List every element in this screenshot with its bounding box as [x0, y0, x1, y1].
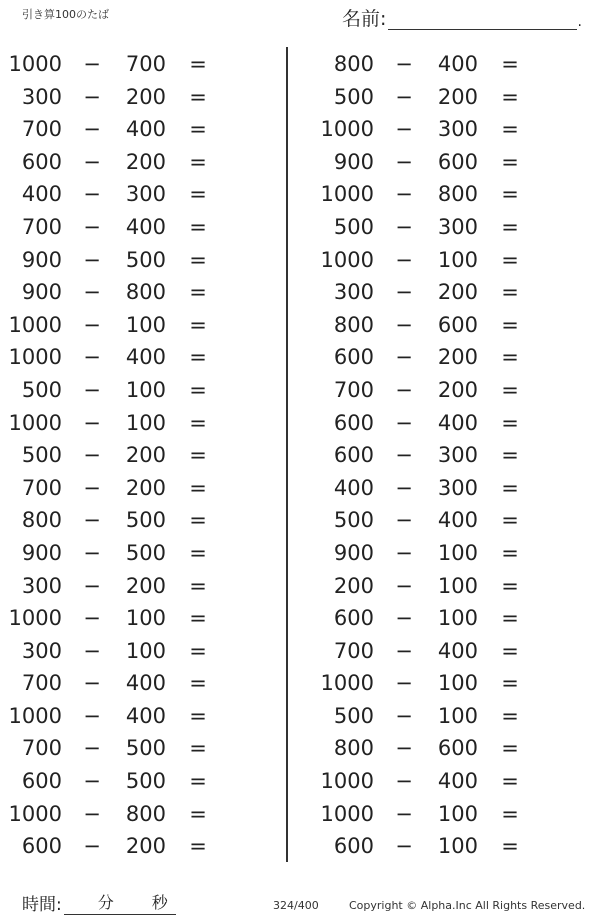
minus-sign: − — [83, 247, 101, 272]
minuend: 700 — [21, 117, 62, 142]
problem-row — [312, 407, 592, 440]
minus-sign: − — [83, 801, 101, 826]
problem-row — [312, 700, 592, 733]
minuend: 300 — [21, 573, 62, 598]
minuend: 900 — [21, 540, 62, 565]
problem-row — [0, 178, 280, 211]
minus-sign: − — [395, 703, 413, 728]
minuend: 600 — [21, 834, 62, 859]
problem-row — [0, 472, 280, 505]
minuend: 700 — [21, 475, 62, 500]
minus-sign: − — [395, 312, 413, 337]
problem-row — [312, 602, 592, 635]
equals-sign: = — [189, 280, 207, 305]
subtrahend: 100 — [125, 638, 166, 663]
problem-row — [0, 113, 280, 146]
subtrahend: 200 — [125, 443, 166, 468]
subtrahend: 200 — [437, 84, 478, 109]
equals-sign: = — [501, 149, 519, 174]
minus-sign: − — [395, 149, 413, 174]
equals-sign: = — [189, 312, 207, 337]
minuend: 1000 — [320, 182, 374, 207]
equals-sign: = — [189, 247, 207, 272]
problem-row — [312, 178, 592, 211]
minus-sign: − — [395, 52, 413, 76]
minuend: 900 — [333, 540, 374, 565]
minuend: 1000 — [320, 117, 374, 142]
minuend: 300 — [21, 84, 62, 109]
equals-sign: = — [189, 117, 207, 142]
minus-sign: − — [83, 377, 101, 402]
equals-sign: = — [501, 214, 519, 239]
minuend: 1000 — [320, 247, 374, 272]
minus-sign: − — [83, 703, 101, 728]
subtrahend: 200 — [437, 345, 478, 370]
minus-sign: − — [395, 377, 413, 402]
subtrahend: 300 — [437, 117, 478, 142]
minus-sign: − — [83, 508, 101, 533]
minus-sign: − — [83, 52, 101, 76]
equals-sign: = — [189, 703, 207, 728]
minuend: 900 — [333, 149, 374, 174]
minus-sign: − — [395, 573, 413, 598]
minuend: 400 — [333, 475, 374, 500]
subtrahend: 400 — [437, 52, 478, 76]
minus-sign: − — [83, 345, 101, 370]
equals-sign: = — [501, 769, 519, 794]
minuend: 600 — [333, 345, 374, 370]
minus-sign: − — [83, 769, 101, 794]
equals-sign: = — [189, 345, 207, 370]
minus-sign: − — [83, 540, 101, 565]
minuend: 600 — [21, 149, 62, 174]
equals-sign: = — [501, 573, 519, 598]
minuend: 400 — [21, 182, 62, 207]
problem-row — [312, 830, 592, 863]
equals-sign: = — [189, 475, 207, 500]
minuend: 700 — [21, 214, 62, 239]
minuend: 600 — [333, 410, 374, 435]
problem-row — [0, 570, 280, 603]
subtrahend: 500 — [125, 508, 166, 533]
problem-row — [0, 602, 280, 635]
minuend: 200 — [333, 573, 374, 598]
copyright-notice: Copyright © Alpha.Inc All Rights Reserved. — [349, 899, 586, 912]
minuend: 300 — [333, 280, 374, 305]
subtrahend: 700 — [125, 52, 166, 76]
minus-sign: − — [83, 410, 101, 435]
minus-sign: − — [83, 214, 101, 239]
problem-row — [0, 81, 280, 114]
problem-row — [0, 798, 280, 831]
subtrahend: 200 — [125, 834, 166, 859]
minus-sign: − — [395, 280, 413, 305]
subtrahend: 100 — [437, 573, 478, 598]
equals-sign: = — [501, 736, 519, 761]
equals-sign: = — [189, 84, 207, 109]
minus-sign: − — [83, 834, 101, 859]
problem-row — [312, 374, 592, 407]
minuend: 1000 — [8, 345, 62, 370]
subtrahend: 800 — [125, 280, 166, 305]
minuend: 700 — [333, 377, 374, 402]
subtrahend: 400 — [437, 410, 478, 435]
minus-sign: − — [395, 84, 413, 109]
minus-sign: − — [395, 475, 413, 500]
minuend: 900 — [21, 247, 62, 272]
subtrahend: 100 — [125, 377, 166, 402]
problem-row — [0, 407, 280, 440]
equals-sign: = — [189, 508, 207, 533]
minuend: 1000 — [8, 606, 62, 631]
subtrahend: 300 — [437, 443, 478, 468]
problem-row — [0, 211, 280, 244]
subtrahend: 500 — [125, 540, 166, 565]
minus-sign: − — [83, 475, 101, 500]
equals-sign: = — [189, 443, 207, 468]
minuend: 600 — [21, 769, 62, 794]
minus-sign: − — [395, 182, 413, 207]
equals-sign: = — [501, 443, 519, 468]
equals-sign: = — [501, 834, 519, 859]
problem-row — [0, 276, 280, 309]
minus-sign: − — [83, 312, 101, 337]
minuend: 600 — [333, 443, 374, 468]
minuend: 700 — [333, 638, 374, 663]
problem-row — [312, 798, 592, 831]
equals-sign: = — [501, 475, 519, 500]
equals-sign: = — [501, 345, 519, 370]
problem-row — [312, 667, 592, 700]
equals-sign: = — [501, 182, 519, 207]
equals-sign: = — [189, 377, 207, 402]
minuend: 500 — [333, 508, 374, 533]
minuend: 700 — [21, 671, 62, 696]
minus-sign: − — [83, 280, 101, 305]
minus-sign: − — [83, 117, 101, 142]
time-blank-line[interactable] — [64, 892, 176, 915]
problem-row — [312, 341, 592, 374]
equals-sign: = — [189, 801, 207, 826]
minuend: 300 — [21, 638, 62, 663]
minuend: 1000 — [8, 801, 62, 826]
problem-row — [0, 48, 280, 81]
problem-row — [0, 537, 280, 570]
equals-sign: = — [501, 703, 519, 728]
problem-row — [312, 439, 592, 472]
subtrahend: 500 — [125, 736, 166, 761]
problem-row — [312, 504, 592, 537]
equals-sign: = — [189, 736, 207, 761]
subtrahend: 100 — [437, 703, 478, 728]
problem-row — [0, 667, 280, 700]
subtrahend: 200 — [437, 377, 478, 402]
problem-row — [312, 276, 592, 309]
subtrahend: 400 — [125, 345, 166, 370]
problem-row — [312, 81, 592, 114]
minus-sign: − — [395, 606, 413, 631]
minus-sign: − — [83, 638, 101, 663]
minus-sign: − — [395, 410, 413, 435]
minus-sign: − — [83, 182, 101, 207]
minus-sign: − — [83, 573, 101, 598]
minus-sign: − — [83, 149, 101, 174]
equals-sign: = — [501, 508, 519, 533]
problem-row — [0, 309, 280, 342]
minus-sign: − — [83, 606, 101, 631]
problem-row — [0, 504, 280, 537]
subtrahend: 500 — [125, 247, 166, 272]
subtrahend: 200 — [125, 84, 166, 109]
problem-row — [0, 830, 280, 863]
equals-sign: = — [501, 117, 519, 142]
minus-sign: − — [395, 736, 413, 761]
minuend: 1000 — [320, 769, 374, 794]
subtrahend: 800 — [437, 182, 478, 207]
subtrahend: 600 — [437, 312, 478, 337]
problem-row — [312, 570, 592, 603]
minus-sign: − — [395, 638, 413, 663]
equals-sign: = — [189, 52, 207, 76]
subtrahend: 100 — [437, 834, 478, 859]
minuend: 500 — [333, 703, 374, 728]
subtrahend: 400 — [125, 214, 166, 239]
time-field — [22, 890, 176, 915]
subtrahend: 400 — [125, 117, 166, 142]
minus-sign: − — [395, 769, 413, 794]
equals-sign: = — [501, 247, 519, 272]
equals-sign: = — [501, 52, 519, 76]
problem-row — [0, 146, 280, 179]
equals-sign: = — [189, 214, 207, 239]
name-end-dot: . — [577, 14, 582, 30]
problem-row — [312, 48, 592, 81]
problem-row — [312, 537, 592, 570]
minutes-label: 分 — [97, 893, 114, 912]
subtrahend: 400 — [437, 508, 478, 533]
subtrahend: 100 — [125, 410, 166, 435]
subtrahend: 100 — [437, 606, 478, 631]
minuend: 600 — [333, 834, 374, 859]
minuend: 1000 — [8, 52, 62, 76]
subtrahend: 100 — [437, 801, 478, 826]
minuend: 600 — [333, 606, 374, 631]
problem-row — [0, 765, 280, 798]
minuend: 1000 — [320, 671, 374, 696]
minuend: 500 — [21, 443, 62, 468]
subtrahend: 200 — [125, 149, 166, 174]
equals-sign: = — [501, 540, 519, 565]
equals-sign: = — [189, 149, 207, 174]
problem-row — [312, 146, 592, 179]
minuend: 500 — [333, 214, 374, 239]
name-label: 名前: — [342, 8, 387, 30]
subtrahend: 300 — [437, 475, 478, 500]
subtrahend: 200 — [437, 280, 478, 305]
problem-row — [312, 244, 592, 277]
minus-sign: − — [395, 801, 413, 826]
subtrahend: 300 — [437, 214, 478, 239]
subtrahend: 100 — [437, 247, 478, 272]
minuend: 800 — [333, 312, 374, 337]
minus-sign: − — [395, 671, 413, 696]
subtrahend: 400 — [125, 703, 166, 728]
subtrahend: 100 — [125, 312, 166, 337]
equals-sign: = — [189, 671, 207, 696]
minus-sign: − — [395, 443, 413, 468]
left-problem-column — [0, 48, 280, 863]
equals-sign: = — [189, 182, 207, 207]
equals-sign: = — [189, 834, 207, 859]
minus-sign: − — [83, 736, 101, 761]
equals-sign: = — [189, 410, 207, 435]
subtrahend: 400 — [437, 769, 478, 794]
problem-row — [0, 439, 280, 472]
minus-sign: − — [83, 84, 101, 109]
minuend: 1000 — [8, 312, 62, 337]
minus-sign: − — [395, 214, 413, 239]
minus-sign: − — [395, 508, 413, 533]
problem-row — [0, 374, 280, 407]
name-field — [342, 6, 582, 30]
minus-sign: − — [395, 540, 413, 565]
minus-sign: − — [395, 834, 413, 859]
minuend: 1000 — [8, 703, 62, 728]
minus-sign: − — [395, 117, 413, 142]
problem-row — [312, 732, 592, 765]
page-number: 324/400 — [273, 899, 319, 912]
subtrahend: 500 — [125, 769, 166, 794]
problem-row — [0, 635, 280, 668]
minuend: 900 — [21, 280, 62, 305]
minuend: 500 — [333, 84, 374, 109]
subtrahend: 100 — [125, 606, 166, 631]
name-blank-line[interactable] — [388, 9, 576, 30]
equals-sign: = — [501, 312, 519, 337]
problem-row — [312, 472, 592, 505]
subtrahend: 600 — [437, 149, 478, 174]
equals-sign: = — [501, 606, 519, 631]
problem-row — [0, 341, 280, 374]
problem-row — [0, 700, 280, 733]
minuend: 800 — [21, 508, 62, 533]
minuend: 700 — [21, 736, 62, 761]
minuend: 800 — [333, 736, 374, 761]
worksheet-title: 引き算100のたば — [22, 8, 109, 21]
equals-sign: = — [189, 769, 207, 794]
minuend: 1000 — [8, 410, 62, 435]
subtrahend: 800 — [125, 801, 166, 826]
equals-sign: = — [189, 573, 207, 598]
subtrahend: 100 — [437, 540, 478, 565]
subtrahend: 300 — [125, 182, 166, 207]
equals-sign: = — [501, 377, 519, 402]
right-problem-column — [312, 48, 592, 863]
equals-sign: = — [501, 410, 519, 435]
minus-sign: − — [395, 345, 413, 370]
subtrahend: 100 — [437, 671, 478, 696]
problem-row — [0, 244, 280, 277]
equals-sign: = — [501, 671, 519, 696]
seconds-label: 秒 — [151, 893, 168, 912]
minuend: 500 — [21, 377, 62, 402]
subtrahend: 600 — [437, 736, 478, 761]
problem-row — [312, 113, 592, 146]
equals-sign: = — [501, 801, 519, 826]
equals-sign: = — [501, 84, 519, 109]
problem-row — [312, 765, 592, 798]
problem-row — [312, 309, 592, 342]
problem-row — [0, 732, 280, 765]
problem-row — [312, 211, 592, 244]
equals-sign: = — [189, 540, 207, 565]
minuend: 800 — [333, 52, 374, 76]
minuend: 1000 — [320, 801, 374, 826]
minus-sign: − — [395, 247, 413, 272]
problem-row — [312, 635, 592, 668]
minus-sign: − — [83, 443, 101, 468]
subtrahend: 200 — [125, 573, 166, 598]
equals-sign: = — [189, 638, 207, 663]
minus-sign: − — [83, 671, 101, 696]
equals-sign: = — [189, 606, 207, 631]
subtrahend: 200 — [125, 475, 166, 500]
equals-sign: = — [501, 638, 519, 663]
subtrahend: 400 — [437, 638, 478, 663]
time-label: 時間: — [22, 895, 62, 915]
column-divider — [286, 47, 288, 862]
equals-sign: = — [501, 280, 519, 305]
subtrahend: 400 — [125, 671, 166, 696]
